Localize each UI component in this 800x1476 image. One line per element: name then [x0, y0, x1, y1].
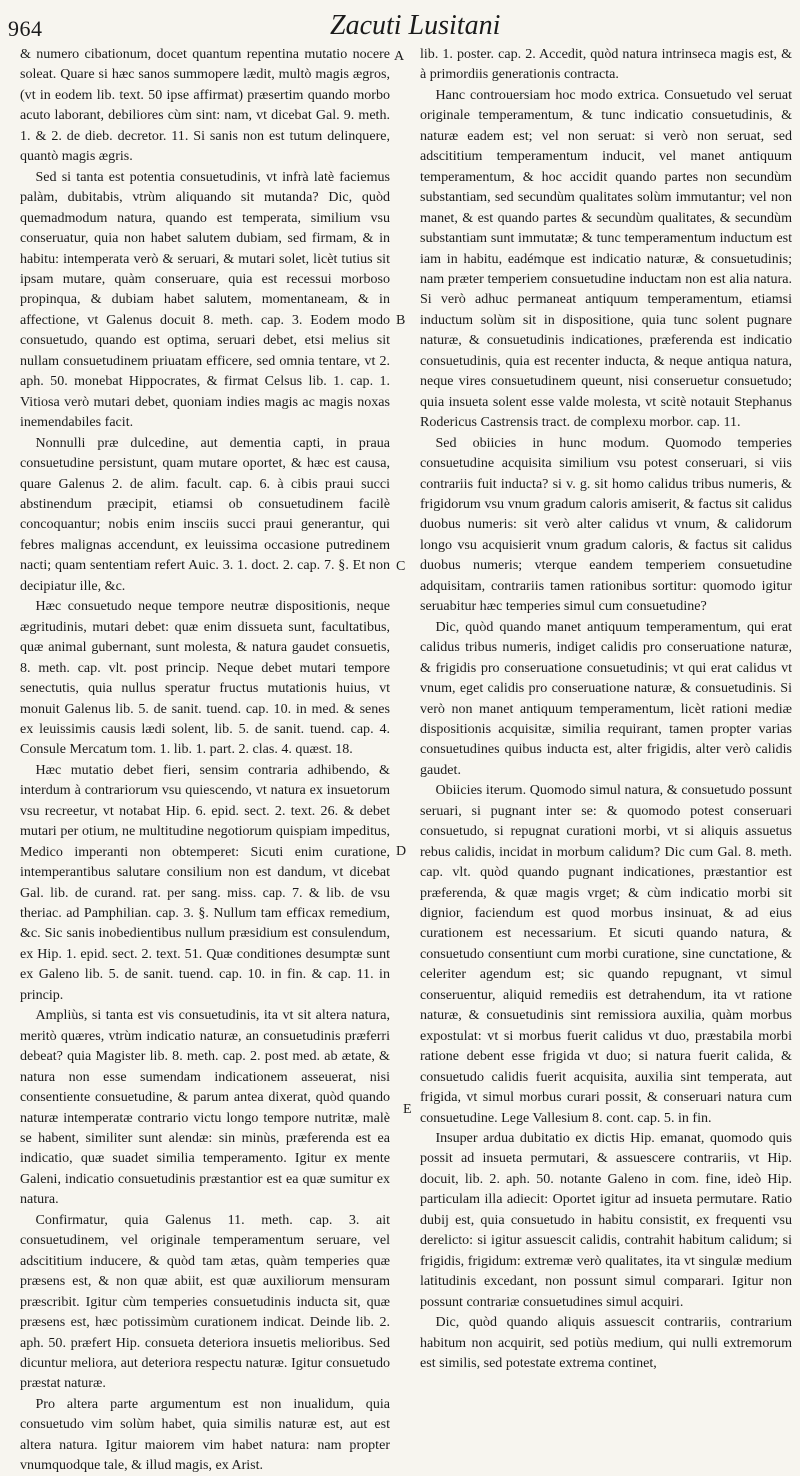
- margin-letter-a: A: [394, 49, 405, 64]
- margin-letter-d: D: [396, 844, 407, 859]
- paragraph: Pro altera parte argumentum est non inualidum, quia consuetudo vim solùm habet, quia similis naturæ est, aut est altera natura. Igitur maiorem vim habet natura: nam propter vnumquodque tale, & illud magis, ex Arist.: [20, 1395, 390, 1474]
- paragraph: Sed obiicies in hunc modum. Quomodo temperies consuetudine acquisita similium vsu potest conseruari, si viis contrariis fuit inducta? si v. g. sit homo calidus tribus numeris, & frigidorum vsu vnum gradum caloris amiserit, & factus sit calidus duobus numeris: sit verò alter calidus vt vnum, & calidorum longo vsu acquisierit vnum gradum caloris, & factus sit calidus duobus numeris; vterque eandem temperiem consuetudine adquisitam, contrariis tamen rationibus sortitur: quomodo igitur seruabitur hæc temperies simul cum consuetudine?: [420, 434, 792, 615]
- paragraph: lib. 1. poster. cap. 2. Accedit, quòd natura intrinseca magis est, & à primordiis generationis contracta.: [420, 46, 792, 83]
- paragraph: Dic, quòd quando aliquis assuescit contrariis, contrarium habitum non acquirit, sed potiùs medium, qui nulli extremorum est similis, sed potestate extrema continet,: [420, 1314, 792, 1371]
- margin-letter-c: C: [396, 559, 406, 574]
- paragraph: Nonnulli præ dulcedine, aut dementia capti, in praua consuetudine persistunt, quam mutare oportet, & hæc est causa, quare Galenus 2. de alim. facult. cap. 6. à cibis praui succi abstinendum præcipit, etiamsi ob consuetudinem facilè concoquantur; nobis enim insciis succi praui generantur, qui febres malignas accendunt, ex leuissima occasione putredinem nacti; quam sententiam refert Auic. 3. 1. doct. 2. cap. 7. §. Et non decipiatur ille, &c.: [20, 434, 390, 594]
- left-column: [20, 44, 390, 1474]
- paragraph: Confirmatur, quia Galenus 11. meth. cap. 3. ait consuetudinem, vel originale temperamentum seruare, vel adscititium inducere, & quòd tam ætas, quàm temperies quæ præsens est, & non quæ abiit, est quæ auxiliorum mensuram præscribit. Igitur cùm temperies consuetudinis inducta sit, quæ præsens est, hæc potissimùm curationem indicat. Deinde lib. 2. aph. 50. præfert Hip. consueta deteriora insuetis melioribus. Sed dicuntur meliora, aut deteriora respectu naturæ. Igitur consuetudo præstat naturæ.: [20, 1211, 390, 1392]
- paragraph: Hanc controuersiam hoc modo extrica. Consuetudo vel seruat originale temperamentum, & tunc indicatio consuetudinis, & naturæ eadem est; vel non seruat: si verò non seruat, sed adscititium temperamentum inducit, vel manet antiquum temperamentum, & hoc accidit quando partes non secundùm substantiam, sed secundùm qualitates solùm immutantur; vel non manet, & est quando partes & secundùm qualitates, & secundùm substantiam sunt immutatæ; & tunc temperamentum inductum est iam in habitu, eadémque est indicatio naturæ, & consuetudinis; nam præter temperiem consuetudine inductam non est alia natura. Si verò adhuc permaneat antiquum temperamentum, etiamsi inductum solùm sit in dispositione, quia tunc solent pugnare naturæ, & consuetudinis indicationes, præferenda est indicatio consuetudinis, quia est recenter inducta, & neque antiqua natura, neque vires consuetudinem queunt, nisi conseruetur consuetudo; quia insueta solent esse valde molesta, vt scitè notauit Stephanus Rodericus Castrensis tract. de complexu morbor. cap. 11.: [420, 86, 792, 431]
- paragraph: Hæc mutatio debet fieri, sensim contraria adhibendo, & interdum à contrariorum vsu quiescendo, vt natura ex insuetorum vsu recreetur, vt notabat Hip. 6. epid. sect. 2. text. 26. & debet mutari per otium, ne multitudine negotiorum quispiam impeditus, Medico imperanti non obtemperet: Sicuti enim curatione, intemperantibus salutare consilium non est dandum, vt dicebat Gal. lib. de curand. rat. per sang. miss. cap. 7. & lib. de vsu theriac. ad Pamphilian. cap. 3. §. Nullum tam efficax remedium, &c. Sic sanis inobedientibus nullum præsidium est consulendum, ex Hip. 1. epid. sect. 2. text. 51. Quæ conditiones desumptæ sunt ex Galeno lib. 5. de sanit. tuend. cap. 10. in fin. & cap. 11. in princip.: [20, 761, 390, 1003]
- running-head: Zacuti Lusitani: [330, 10, 501, 41]
- paragraph: Ampliùs, si tanta est vis consuetudinis, ita vt sit altera natura, meritò quæres, vtrùm indicatio naturæ, an consuetudinis præferri debeat? quia Magister lib. 8. meth. cap. 2. post med. ab ætate, & natura non esse sumendam indicationem asseuerat, nisi consentiente consuetudine, & parum antea dixerat, quòd quando naturæ intemperatæ contrario victu longo tempore nutritæ, malè se habent, similiter sunt alendæ: sin minùs, præferenda est ea indicatio, quæ suadet similia temperamento. Igitur ex mente Galeni, indicatio consuetudinis præstantior est ea quæ sumitur ex natura.: [20, 1007, 390, 1208]
- paragraph: Insuper ardua dubitatio ex dictis Hip. emanat, quomodo quis possit ad insueta permutari, & assuescere contrariis, vt Hip. docuit, lib. 2. aph. 50. notante Galeno in com. fine, ideò Hip. particulam illa adiecit: Oportet igitur ad insueta permutare. Ratio dubij est, quia consuetudo in habitu consistit, ex frequenti vsu derelicto: si igitur assuescit calidis, contrahit habitum calidum; si frigidis, frigidum: extremæ verò qualitates, ita vt singulæ medium latitudinis excedant, non possunt simul comparari. Igitur non possunt contrariæ consuetudines simul acquiri.: [420, 1130, 792, 1310]
- page-header: [0, 6, 800, 44]
- right-column: [420, 44, 792, 1394]
- margin-letter-b: B: [396, 313, 406, 328]
- margin-letter-e: E: [403, 1102, 412, 1117]
- paragraph: Dic, quòd quando manet antiquum temperamentum, qui erat calidus tribus numeris, indiget calidis pro conseruatione naturæ, & frigidis pro conseruatione consuetudinis; vt qui erat calidus vt vnum, eget calidis pro conseruatione naturæ, & consuetudinis. Si verò non manet antiquum temperamentum, licèt rationi mediæ dispositionis acquisitæ, similia requirant, tamen propter varias consuetudines quibus inducta est, alter frigidis, alter verò calidis gaudet.: [420, 618, 792, 778]
- page-number: 964: [8, 16, 43, 41]
- paragraph: & numero cibationum, docet quantum repentina mutatio nocere soleat. Quare si hæc sanos summopere lædit, multò magis ægros, (vt in eodem lib. text. 50 ipse affirmat) præsertim quando morbo acuto laborant, debiliores cùm sint: nam, vt dicebat Gal. 9. meth. 1. & 2. de dieb. decretor. 11. Si sanis non est tutum delinquere, quantò magis ægris.: [20, 46, 390, 165]
- paragraph: Hæc consuetudo neque tempore neutræ dispositionis, neque ægritudinis, mutari debet: quæ enim dissueta sunt, facultatibus, quæ animal gubernant, sunt molesta, & natura gaudet consuetis, 8. meth. cap. vlt. post princip. Neque debet mutari tempore senectutis, quia nullus speratur fructus mutationis huius, vt monuit Galenus lib. 5. de sanit. tuend. cap. 10. in med. & senes ex leuissimis causis lædi solent, lib. 5. de sanit. tuend. cap. 4. Consule Mercatum tom. 1. lib. 1. part. 2. clas. 4. quæst. 18.: [20, 598, 390, 758]
- paragraph: Obiicies iterum. Quomodo simul natura, & consuetudo possunt seruari, si pugnant inter se: & quomodo potest conseruari consuetudo, si repugnat curationi morbi, vt si aliquis assuetus rebus calidis, incidat in morbum calidum? Dic cum Gal. 8. meth. cap. vlt. quòd quando pugnant indicationes, præstantior est præferenda, & quæ magis vrget; & cùm indicatio morbi sit dignior, faciendum est quod morbus insinuat, & ad eius curationem est necessarium. Et sicuti quando natura, & consuetudo consentiunt cum morbi curatione, sine cunctatione, & celeriter agendum est; sic quando repugnant, vt simul conseruentur, aliquid remediis est detrahendum, ita vt ratione naturæ, & consuetudinis sint remissiora auxilia, quàm morbus expostulat: vt si morbus fuerit calidus vt duo, præstabila morbi ratione debent esse frigida vt duo; si natura fuerit calida, & consuetudo calidis fuerit acquisita, auxilia sint temperata, aut frigida, vt simul morbus curari possit, & conseruari natura cum consuetudine. Lege Vallesium 8. cont. cap. 5. in fin.: [420, 782, 792, 1126]
- paragraph: Sed si tanta est potentia consuetudinis, vt infrà latè faciemus palàm, dubitabis, vtrùm aliquando sit mutanda? Dic, quòd quemadmodum natura, quando est temperata, similium vsu conseruatur, quia non habet salutem dubiam, sed firmam, & in habitu: intemperata verò & seruari, & mutari solet, licèt tutius sit ipsam mutare, quàm conseruare, quia est recessui morboso propinqua, & dubiam habet salutem, momentaneam, & in affectione, vt Galenus docuit 8. meth. cap. 3. Eodem modo consuetudo, quando est optima, seruari debet, etsi melius sit nullam consuetudinem priuatam efficere, sed omnia tentare, vt 2. aph. 50. monebat Hippocrates, & firmat Celsus lib. 1. cap. 1. Vitiosa verò mutari debet, quoniam indies magis ac magis noxas inemendabiles facit.: [20, 168, 390, 431]
